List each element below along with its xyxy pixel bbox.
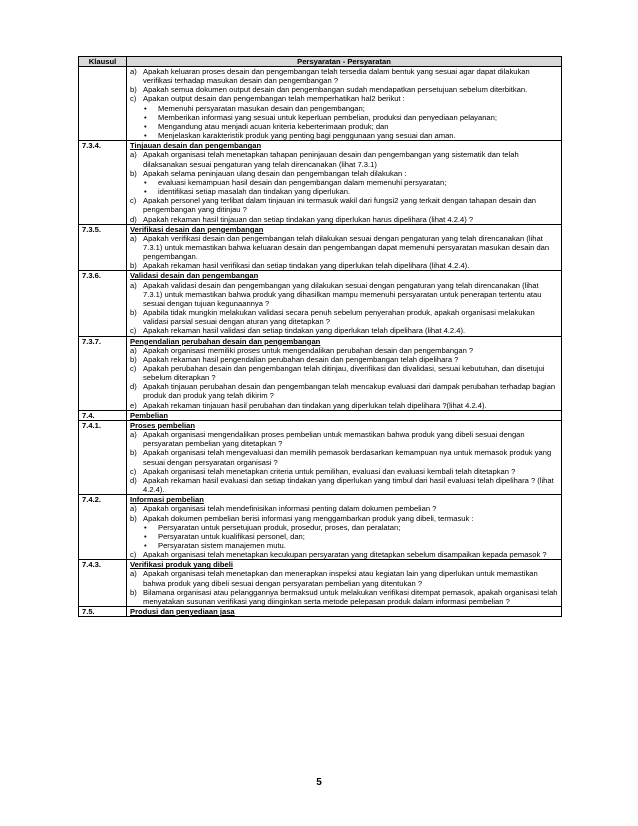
requirement-item	[130, 308, 558, 326]
clause-number: 7.3.7.	[79, 336, 127, 410]
clause-title: Tinjauan desain dan pengembangan	[130, 141, 262, 151]
bullet-point	[130, 523, 558, 532]
requirement-item	[130, 476, 558, 494]
item-text: Apakah semua dokumen output desain dan pengembangan sudah mendapatkan persetujuan sebelum diterbitkan.	[143, 85, 528, 95]
bullet-point	[130, 104, 558, 113]
table-row	[79, 420, 562, 494]
requirements-table	[78, 56, 562, 617]
table-row	[79, 336, 562, 410]
item-text: Apakah organisasi telah menetapkan dan menerapkan inspeksi atau kegiatan lain yang diperlukan untuk memastikan bahwa produk yang dibeli sesuai dengan persyaratan pembelian yang ditentukan ?	[143, 569, 538, 588]
bullet-point	[130, 541, 558, 550]
clause-title: Informasi pembelian	[130, 495, 204, 505]
page-number: 5	[316, 777, 322, 788]
item-text: Apakah rekaman hasil pengendalian perubahan desain dan pengembangan telah dipelihara ?	[143, 354, 459, 364]
item-marker: b)	[130, 448, 137, 458]
item-marker: a)	[130, 233, 137, 243]
requirement-item	[130, 401, 558, 410]
table-row	[79, 141, 562, 224]
item-text: Apakah validasi desain dan pengembangan yang dilakukan sesuai dengan pengaturan yang telah direncanakan (lihat 7.3.1) untuk memastikan bahwa produk yang dihasilkan mampu memenuhi persyaratan untuk penerapan tertentu atau sesuai dengan tujuan kegunaannya ?	[143, 280, 542, 308]
requirement-item	[130, 569, 558, 587]
item-text: evaluasi kemampuan hasil desain dan pengembangan dalam memenuhi persyaratan;	[158, 177, 447, 187]
item-text: Apakah organisasi mengendalikan proses pembelian untuk memastikan bahwa produk yang dibeli sesuai dengan persyaratan pembelian yang ditetapkan ?	[143, 430, 525, 449]
table-row	[79, 560, 562, 607]
requirement-item	[130, 346, 558, 355]
clause-title: Pembelian	[130, 410, 168, 420]
header-requirements: Persyaratan - Persyaratan	[127, 57, 562, 67]
table-row	[79, 410, 562, 420]
clause-number: 7.4.3.	[79, 560, 127, 607]
item-marker: b)	[130, 85, 137, 95]
item-text: Apakah tinjauan perubahan desain dan pengembangan telah mencakup evaluasi dari dampak perubahan terhadap bagian produk dan produk yang telah dikirim ?	[143, 382, 556, 401]
item-text: identifikasi setiap masalah dan tindakan yang diperlukan.	[158, 187, 351, 197]
requirement-item	[130, 326, 558, 335]
item-marker: a)	[130, 67, 137, 76]
clause-title: Verifikasi produk yang dibeli	[130, 560, 233, 570]
clause-number: 7.4.	[79, 410, 127, 420]
item-marker: a)	[130, 345, 137, 355]
table-row	[79, 495, 562, 560]
item-text: Apakah perubahan desain dan pengembangan telah ditinjau, diverifikasi dan divalidasi, sesuai kebutuhan, dan disetujui sebelum diterapkan ?	[143, 364, 545, 383]
bullet-point	[130, 131, 558, 140]
requirement-cell	[127, 336, 562, 410]
item-marker: c)	[130, 326, 137, 336]
item-marker: b)	[130, 587, 137, 597]
clause-number: 7.4.1.	[79, 420, 127, 494]
clause-number: 7.3.5.	[79, 224, 127, 271]
item-text: Apakah rekaman hasil tinjauan dan setiap tindakan yang diperlukan harus dipelihara (lihat 4.2.4) ?	[143, 214, 474, 224]
requirement-item	[130, 196, 558, 214]
item-marker: a)	[130, 504, 137, 514]
bullet-point	[130, 178, 558, 187]
clause-number: 7.3.4.	[79, 141, 127, 224]
requirement-item	[130, 169, 558, 178]
requirement-cell	[127, 420, 562, 494]
item-text: Apakah organisasi telah mengevaluasi dan memilih pemasok berdasarkan kemampuan nya untuk memasok produk yang sesuai dengan persyaratan organisasi ?	[143, 448, 552, 467]
requirement-cell	[127, 224, 562, 271]
item-text: Memberikan informasi yang sesuai untuk keperluan pembelian, produksi dan penyediaan pelayanan;	[158, 112, 497, 122]
bullet-icon: •	[144, 121, 147, 131]
bullet-icon: •	[144, 131, 147, 141]
bullet-icon: •	[144, 103, 147, 113]
requirement-item	[130, 150, 558, 168]
item-marker: b)	[130, 168, 137, 178]
requirement-item	[130, 504, 558, 513]
requirement-item	[130, 67, 558, 85]
clause-number: 7.4.2.	[79, 495, 127, 560]
clause-title: Verifikasi desain dan pengembangan	[130, 224, 264, 234]
requirement-cell	[127, 271, 562, 336]
bullet-point	[130, 187, 558, 196]
item-marker: c)	[130, 466, 137, 476]
item-marker: b)	[130, 261, 137, 271]
requirement-item	[130, 382, 558, 400]
item-text: Mengandung atau menjadi acuan kriteria keberterimaan produk; dan	[158, 121, 389, 131]
bullet-point	[130, 532, 558, 541]
item-marker: a)	[130, 430, 137, 440]
item-text: Apabila tidak mungkin melakukan validasi secara penuh sebelum penyerahan produk, apakah organisasi melakukan validasi parsial sesuai dengan aturan yang ditetapkan ?	[143, 308, 535, 327]
item-text: Apakah rekaman hasil evaluasi dan setiap tindakan yang diperlukan yang timbul dari hasil evaluasi telah dipelihara ? (lihat 4.2.4).	[143, 475, 554, 495]
bullet-icon: •	[144, 177, 147, 187]
item-marker: b)	[130, 354, 137, 364]
item-text: Apakah selama peninjauan ulang desain dan pengembangan telah dilakukan :	[143, 168, 407, 178]
requirement-cell	[127, 495, 562, 560]
item-text: Apakah rekaman hasil validasi dan setiap tindakan yang diperlukan telah dipelihara (lihat 4.2.4).	[143, 326, 466, 336]
item-text: Apakah dokumen pembelian berisi informasi yang menggambarkan produk yang dibeli, termasuk :	[143, 513, 474, 523]
item-text: Apakah organisasi memiliki proses untuk mengendalikan perubahan desain dan pengembangan ?	[143, 345, 474, 355]
item-text: Apakah organisasi telah mendefinisikan informasi penting dalam dokumen pembelian ?	[143, 504, 437, 514]
header-clause: Klausul	[79, 57, 127, 67]
requirement-item	[130, 215, 558, 224]
item-text: Persyaratan untuk persetujuan produk, prosedur, proses, dan peralatan;	[158, 522, 401, 532]
item-text: Apakah keluaran proses desain dan pengembangan telah tersedia dalam bentuk yang sesuai agar dapat dilakukan verifikasi terhadap masukan desain dan pengembangan ?	[143, 67, 530, 86]
item-marker: c)	[130, 550, 137, 560]
clause-number	[79, 67, 127, 141]
requirement-item	[130, 355, 558, 364]
item-marker: d)	[130, 475, 137, 485]
item-text: Apakah rekaman hasil verifikasi dan setiap tindakan yang diperlukan telah dipelihara (lihat 4.2.4).	[143, 261, 470, 271]
requirement-item	[130, 85, 558, 94]
clause-title: Proses pembelian	[130, 420, 195, 430]
item-marker: a)	[130, 280, 137, 290]
table-row	[79, 607, 562, 617]
table-row	[79, 224, 562, 271]
item-text: Apakah organisasi telah menetapkan kecukupan persyaratan yang ditetapkan sebelum disampaikan kepada pemasok ?	[143, 550, 547, 560]
requirement-cell	[127, 607, 562, 617]
clause-title: Produsi dan penyediaan jasa	[130, 607, 235, 617]
requirement-item	[130, 550, 558, 559]
item-text: Bilamana organisasi atau pelanggannya bermaksud untuk melakukan verifikasi ditempat pemasok, apakah organisasi telah menyatakan susunan verifikasi yang diinginkan serta metode pelepasan produk dalam informasi pembelian ?	[143, 587, 558, 606]
bullet-point	[130, 122, 558, 131]
item-marker: b)	[130, 513, 137, 523]
requirement-item	[130, 588, 558, 606]
bullet-icon: •	[144, 112, 147, 122]
item-marker: d)	[130, 382, 137, 392]
table-row	[79, 271, 562, 336]
item-marker: c)	[130, 196, 137, 206]
clause-title: Validasi desain dan pengembangan	[130, 271, 259, 281]
bullet-icon: •	[144, 531, 147, 541]
requirement-item	[130, 234, 558, 261]
item-text: Persyaratan untuk kualifikasi personel, dan;	[158, 531, 305, 541]
bullet-icon: •	[144, 522, 147, 532]
item-marker: a)	[130, 150, 137, 160]
table-row	[79, 67, 562, 141]
requirement-item	[130, 448, 558, 466]
item-marker: b)	[130, 308, 137, 318]
item-text: Apakah verifikasi desain dan pengembangan telah dilakukan sesuai dengan pengaturan yang telah direncanakan (lihat 7.3.1) untuk memastikan bahwa keluaran desain dan pengembangan dapat memenuhi persyaratan masukan desain dan pengembangan.	[143, 233, 550, 262]
item-marker: c)	[130, 364, 137, 373]
item-text: Apakah personel yang terlibat dalam tinjauan ini termasuk wakil dari fungsi2 yang terkait dengan tahapan desain dan pengembangan yang ditinjau ?	[143, 196, 537, 215]
bullet-point	[130, 113, 558, 122]
item-marker: c)	[130, 94, 137, 104]
requirement-item	[130, 94, 558, 103]
item-marker: e)	[130, 400, 137, 410]
item-text: Apakah organisasi telah menetapkan tahapan peninjauan desain dan pengembangan yang sistematik dan telah dilaksanakan sesuai pengaturan yang telah direncanakan (lihat 7.3.1)	[143, 150, 519, 169]
requirement-item	[130, 281, 558, 308]
requirement-cell	[127, 560, 562, 607]
item-marker: a)	[130, 569, 137, 579]
clause-title: Pengendalian perubahan desain dan pengembangan	[130, 336, 321, 346]
requirement-item	[130, 467, 558, 476]
item-marker: d)	[130, 214, 137, 224]
requirement-item	[130, 430, 558, 448]
requirement-cell	[127, 141, 562, 224]
requirement-item	[130, 514, 558, 523]
bullet-icon: •	[144, 540, 147, 550]
requirement-item	[130, 364, 558, 382]
item-text: Apakah organisasi telah menetapkan criteria untuk pemilihan, evaluasi dan evaluasi kembali telah ditetapkan ?	[143, 466, 516, 476]
table-header-row	[79, 57, 562, 67]
bullet-icon: •	[144, 187, 147, 197]
item-text: Apakah rekaman tinjauan hasil perubahan dan tindakan yang diperlukan telah dipelihara ?(lihat 4.2.4).	[143, 400, 487, 410]
item-text: Apakan output desain dan pengembangan telah memperhatikan hal2 berikut :	[143, 94, 405, 104]
clause-number: 7.5.	[79, 607, 127, 617]
clause-number: 7.3.6.	[79, 271, 127, 336]
requirement-cell	[127, 410, 562, 420]
requirement-cell	[127, 67, 562, 141]
item-text: Memenuhi persyaratan masukan desain dan pengembangan;	[158, 103, 365, 113]
item-text: Menjelaskan karakteristik produk yang penting bagi penggunaan yang sesuai dan aman.	[158, 131, 456, 141]
item-text: Persyaratan sistem manajemen mutu.	[158, 540, 286, 550]
requirement-item	[130, 261, 558, 270]
